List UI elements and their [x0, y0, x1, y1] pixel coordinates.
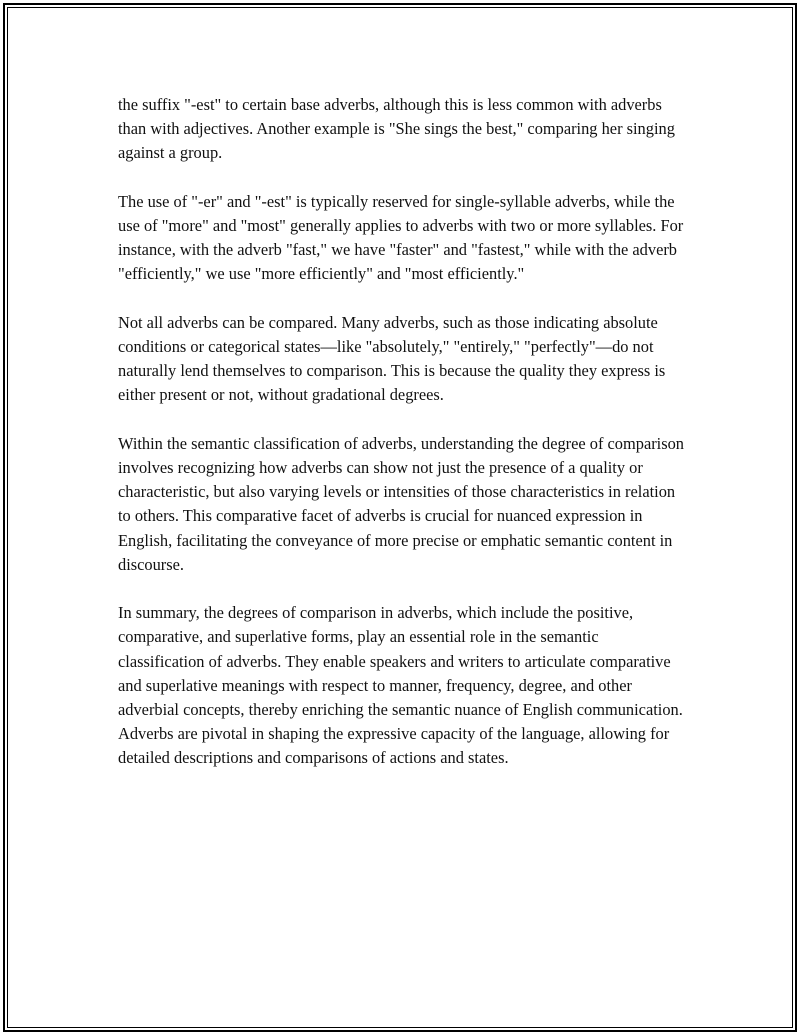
- document-body: [118, 93, 688, 795]
- paragraph-summary: In summary, the degrees of comparison in adverbs, which include the positive, comparative, and superlative forms, play an essential role in the semantic classification of adverbs. They enable speakers and writers to articulate comparative and superlative meanings with respect to manner, frequency, degree, and other adverbial concepts, thereby enriching the semantic nuance of English communication. Adverbs are pivotal in shaping the expressive capacity of the language, allowing for detailed descriptions and comparisons of actions and states.: [118, 603, 683, 768]
- paragraph-suffix-est: the suffix "-est" to certain base adverbs, although this is less common with adverbs than with adjectives. Another example is "She sings the best," comparing her singing against a group.: [118, 95, 675, 163]
- paragraph-semantic-classification: Within the semantic classification of adverbs, understanding the degree of comparison involves recognizing how adverbs can show not just the presence of a quality or characteristic, but also varying levels or intensities of those characteristics in relation to others. This comparative facet of adverbs is crucial for nuanced expression in English, facilitating the conveyance of more precise or emphatic semantic content in discourse.: [118, 433, 685, 574]
- paragraph-non-comparable: Not all adverbs can be compared. Many adverbs, such as those indicating absolute conditions or categorical states—like "absolutely," "entirely," "perfectly"—do not naturally lend themselves to comparison. This is because the quality they express is either present or not, without gradational degrees.: [118, 312, 666, 405]
- paragraph-er-est-usage: The use of "-er" and "-est" is typically reserved for single-syllable adverbs, while the use of "more" and "most" generally applies to adverbs with two or more syllables. For instance, with the adverb "fast," we have "faster" and "fastest," while with the adverb "efficiently," we use "more efficiently" and "most efficiently.": [118, 191, 684, 284]
